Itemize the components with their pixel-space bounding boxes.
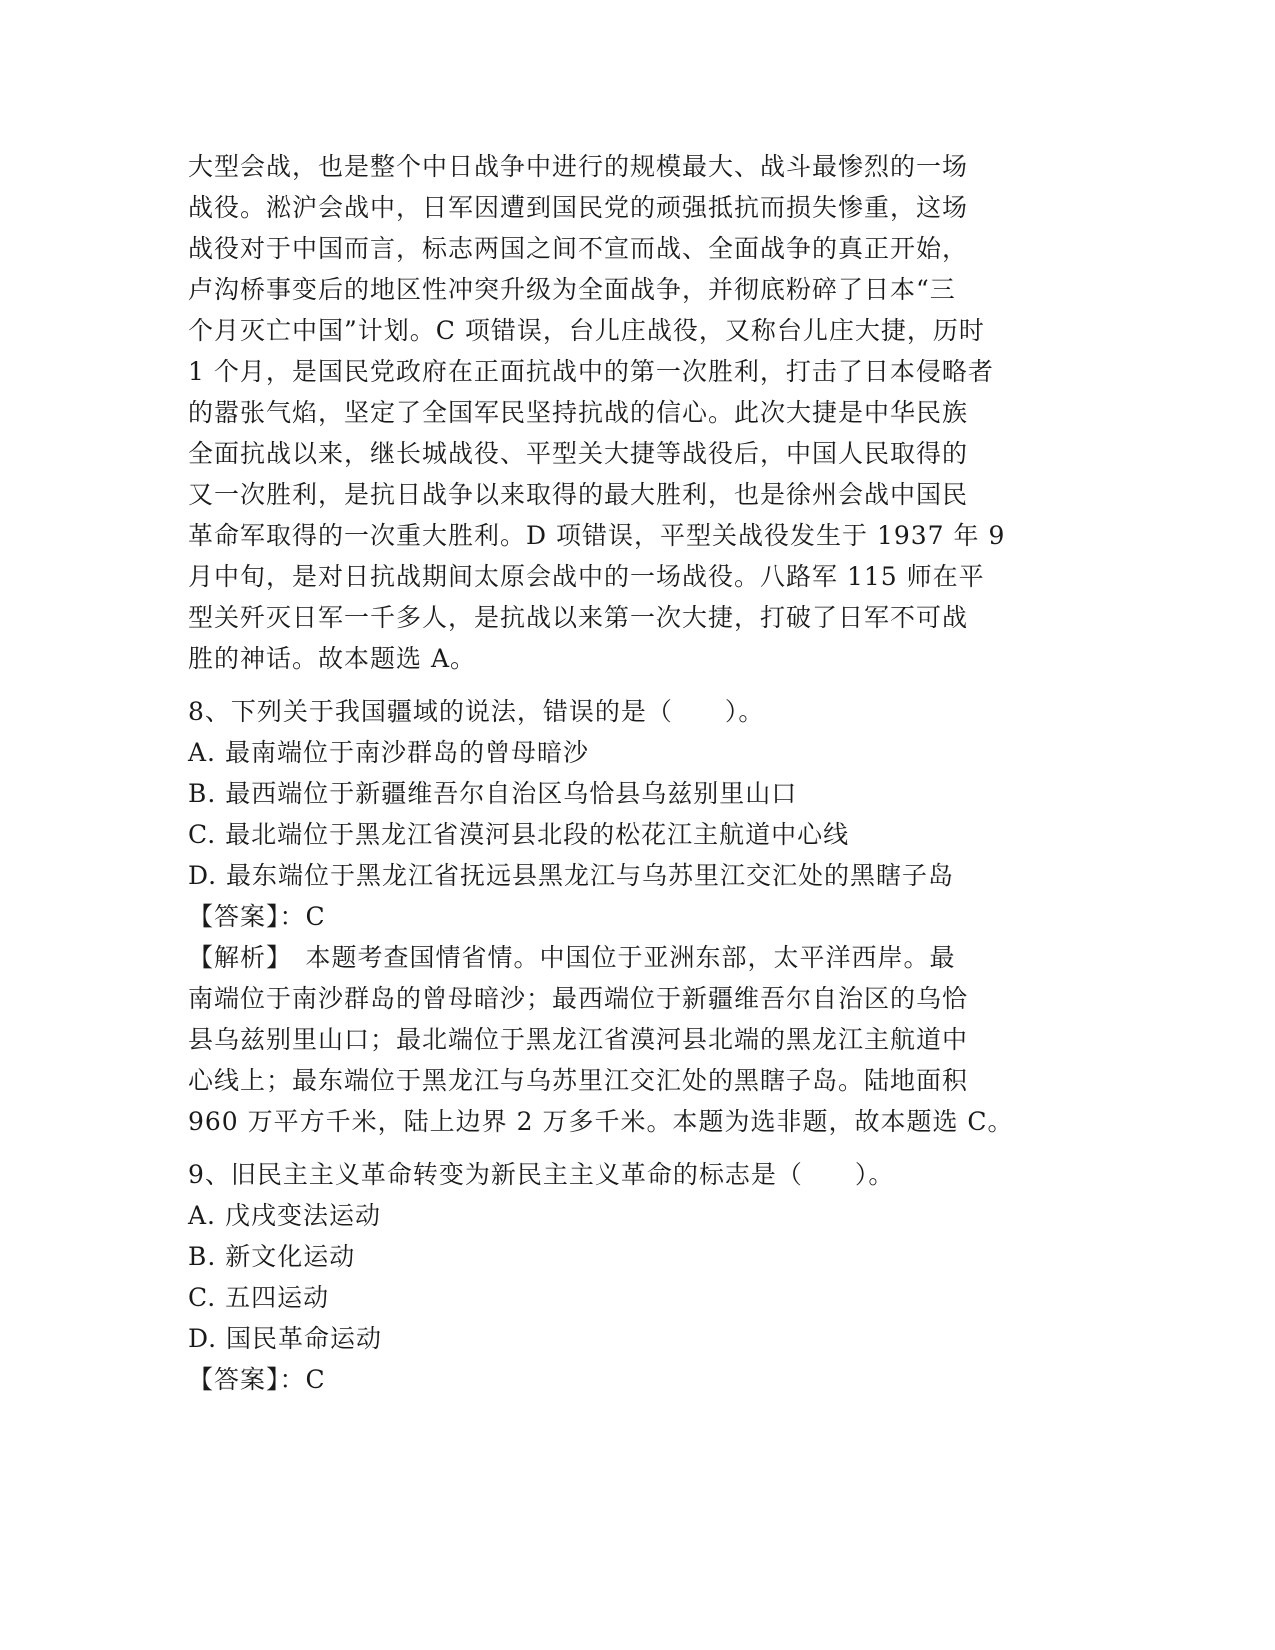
text-line: 战役。淞沪会战中，日军因遭到国民党的顽强抵抗而损失惨重，这场: [188, 193, 969, 222]
question-8: [188, 691, 1068, 1142]
option-c: C. 五四运动: [188, 1283, 330, 1312]
spacer: [188, 679, 1068, 691]
text-line: 型关歼灭日军一千多人，是抗战以来第一次大捷，打破了日军不可战: [188, 603, 969, 632]
text-line: 革命军取得的一次重大胜利。D 项错误，平型关战役发生于 1937 年 9: [188, 521, 1006, 550]
text-line: 1 个月，是国民党政府在正面抗战中的第一次胜利，打击了日本侵略者: [188, 357, 994, 386]
text-line: 月中旬，是对日抗战期间太原会战中的一场战役。八路军 115 师在平: [188, 562, 985, 591]
page-content: [188, 146, 1068, 1400]
spacer: [188, 1142, 1068, 1154]
text-line: 大型会战，也是整个中日战争中进行的规模最大、战斗最惨烈的一场: [188, 152, 969, 181]
text-line: 战役对于中国而言，标志两国之间不宣而战、全面战争的真正开始，: [188, 234, 969, 263]
text-line: 胜的神话。故本题选 A。: [188, 644, 477, 673]
answer-line: 【答案】：C: [188, 1365, 326, 1394]
option-d: D. 国民革命运动: [188, 1324, 383, 1353]
question-9: [188, 1154, 1068, 1400]
analysis-line: 960 万平方千米，陆上边界 2 万多千米。本题为选非题，故本题选 C。: [188, 1107, 1014, 1136]
analysis-line: 心线上；最东端位于黑龙江与乌苏里江交汇处的黑瞎子岛。陆地面积: [188, 1066, 969, 1095]
text-line: 个月灭亡中国”计划。C 项错误，台儿庄战役，又称台儿庄大捷，历时: [188, 316, 985, 345]
analysis-line: 县乌兹别里山口；最北端位于黑龙江省漠河县北端的黑龙江主航道中: [188, 1025, 969, 1054]
option-b: B. 最西端位于新疆维吾尔自治区乌恰县乌兹别里山口: [188, 779, 798, 808]
q7-explanation: [188, 146, 1068, 679]
option-a: A. 最南端位于南沙群岛的曾母暗沙: [188, 738, 589, 767]
option-b: B. 新文化运动: [188, 1242, 356, 1271]
question-stem: 9、旧民主主义革命转变为新民主主义革命的标志是（ ）。: [188, 1160, 895, 1189]
option-d: D. 最东端位于黑龙江省抚远县黑龙江与乌苏里江交汇处的黑瞎子岛: [188, 861, 955, 890]
option-a: A. 戊戌变法运动: [188, 1201, 381, 1230]
analysis-line: 【解析】 本题考查国情省情。中国位于亚洲东部，太平洋西岸。最: [188, 943, 956, 972]
text-line: 全面抗战以来，继长城战役、平型关大捷等战役后，中国人民取得的: [188, 439, 969, 468]
answer-line: 【答案】：C: [188, 902, 326, 931]
option-c: C. 最北端位于黑龙江省漠河县北段的松花江主航道中心线: [188, 820, 850, 849]
text-line: 卢沟桥事变后的地区性冲突升级为全面战争，并彻底粉碎了日本“三: [188, 275, 956, 304]
analysis-line: 南端位于南沙群岛的曾母暗沙；最西端位于新疆维吾尔自治区的乌恰: [188, 984, 969, 1013]
text-line: 的嚣张气焰，坚定了全国军民坚持抗战的信心。此次大捷是中华民族: [188, 398, 969, 427]
text-line: 又一次胜利，是抗日战争以来取得的最大胜利，也是徐州会战中国民: [188, 480, 969, 509]
question-stem: 8、下列关于我国疆域的说法，错误的是（ ）。: [188, 697, 765, 726]
